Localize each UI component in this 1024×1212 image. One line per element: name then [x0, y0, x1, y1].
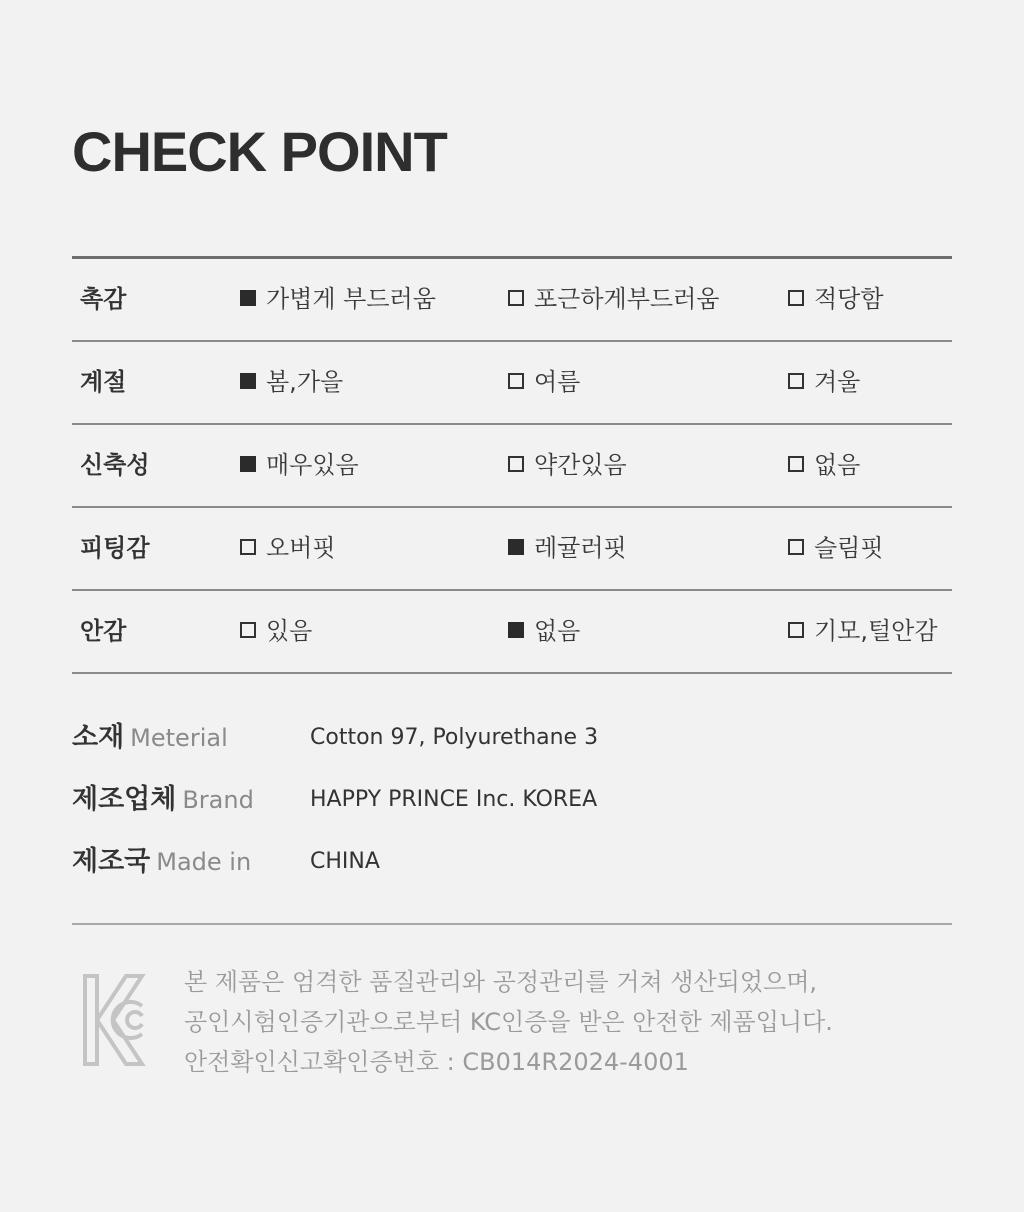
product-info [72, 716, 952, 902]
check-option [240, 342, 343, 423]
check-option-label: 포근하게부드러움 [534, 285, 720, 313]
check-option-label: 있음 [266, 617, 313, 645]
check-option [240, 425, 359, 506]
check-option-label: 기모,털안감 [814, 617, 938, 645]
check-option-label: 봄,가을 [266, 368, 344, 396]
check-row [72, 425, 952, 508]
check-option-label: 약간있음 [534, 451, 627, 479]
checked-box-icon [508, 539, 524, 555]
check-option-label: 가볍게 부드러움 [266, 285, 436, 313]
unchecked-box-icon [788, 373, 804, 389]
check-option [508, 508, 627, 589]
info-label-en: Made in [156, 848, 252, 876]
kc-certification-icon [82, 972, 146, 1068]
unchecked-box-icon [788, 622, 804, 638]
info-row-material [72, 716, 952, 778]
info-label-ko: 소재 [72, 722, 125, 753]
unchecked-box-icon [788, 456, 804, 472]
unchecked-box-icon [240, 539, 256, 555]
info-row-made-in [72, 840, 952, 902]
check-option [240, 591, 312, 672]
check-row [72, 591, 952, 674]
kc-notice-line: 본 제품은 엄격한 품질관리와 공정관리를 거쳐 생산되었으며, [184, 968, 818, 996]
check-row-label: 안감 [80, 617, 127, 645]
info-label-en: Brand [182, 786, 254, 814]
check-row-label: 신축성 [80, 451, 150, 479]
check-row-label: 피팅감 [80, 534, 150, 562]
check-option [508, 342, 580, 423]
check-option-label: 적당함 [814, 285, 884, 313]
check-option [788, 259, 884, 340]
unchecked-box-icon [788, 539, 804, 555]
info-label-ko: 제조국 [72, 846, 151, 877]
checked-box-icon [508, 622, 524, 638]
check-option-label: 겨울 [814, 368, 861, 396]
info-label-en: Meterial [130, 724, 228, 752]
check-option [788, 342, 860, 423]
check-option [508, 425, 627, 506]
check-option [788, 508, 884, 589]
check-option [788, 591, 938, 672]
unchecked-box-icon [508, 373, 524, 389]
checked-box-icon [240, 290, 256, 306]
section-divider [72, 923, 952, 925]
info-label-ko: 제조업체 [72, 784, 177, 815]
check-row [72, 259, 952, 342]
check-row-label: 계절 [80, 368, 127, 396]
info-value: HAPPY PRINCE Inc. KOREA [310, 787, 598, 812]
check-option-label: 여름 [534, 368, 581, 396]
kc-notice [184, 962, 944, 1082]
page-title: CHECK POINT [72, 120, 447, 183]
check-option-label: 없음 [534, 617, 581, 645]
check-point-table [72, 256, 952, 674]
check-option [240, 259, 436, 340]
checked-box-icon [240, 373, 256, 389]
checked-box-icon [240, 456, 256, 472]
kc-notice-line: 공인시험인증기관으로부터 KC인증을 받은 안전한 제품입니다. [184, 1008, 833, 1036]
unchecked-box-icon [788, 290, 804, 306]
unchecked-box-icon [508, 290, 524, 306]
kc-notice-line: 안전확인신고확인증번호 : CB014R2024-4001 [184, 1048, 689, 1076]
info-value: Cotton 97, Polyurethane 3 [310, 725, 599, 750]
check-option [508, 591, 580, 672]
check-option [240, 508, 336, 589]
check-option-label: 오버핏 [266, 534, 336, 562]
check-option-label: 없음 [814, 451, 861, 479]
unchecked-box-icon [240, 622, 256, 638]
check-row [72, 508, 952, 591]
info-row-brand [72, 778, 952, 840]
check-option [788, 425, 860, 506]
check-option-label: 슬림핏 [814, 534, 884, 562]
check-option-label: 매우있음 [266, 451, 359, 479]
check-option-label: 레귤러핏 [534, 534, 627, 562]
check-row [72, 342, 952, 425]
info-value: CHINA [310, 849, 380, 874]
unchecked-box-icon [508, 456, 524, 472]
check-row-label: 촉감 [80, 285, 127, 313]
check-option [508, 259, 719, 340]
